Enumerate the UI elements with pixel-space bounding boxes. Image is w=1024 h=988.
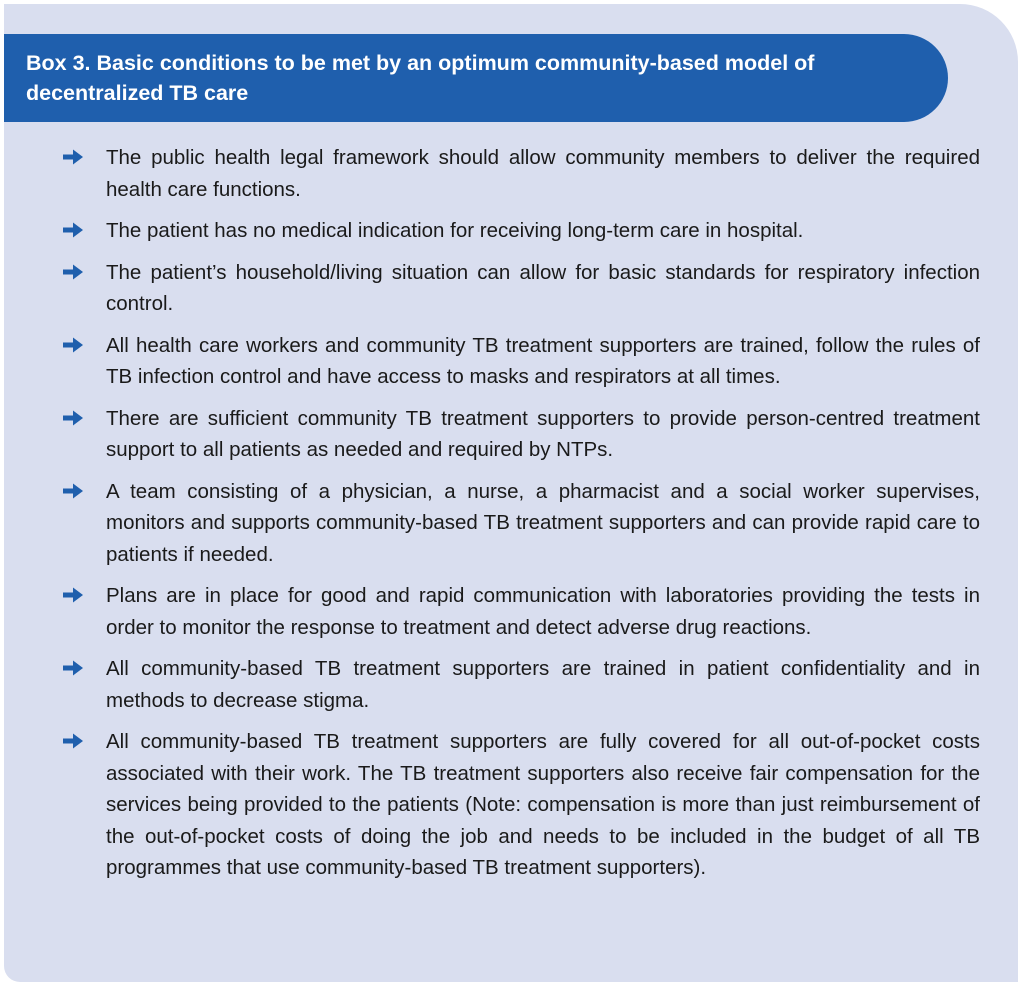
list-item — [62, 257, 980, 320]
list-item-text: All health care workers and community TB treatment supporters are trained, follow the rules of TB infection control and have access to masks and respirators at all times. — [106, 333, 980, 388]
arrow-right-icon — [62, 148, 84, 166]
list-item — [62, 726, 980, 884]
arrow-right-icon — [62, 586, 84, 604]
arrow-right-icon — [62, 659, 84, 677]
list-item — [62, 653, 980, 716]
list-item-text: The public health legal framework should allow community members to deliver the required health care functions. — [106, 146, 980, 201]
arrow-right-icon — [62, 221, 84, 239]
arrow-right-icon — [62, 482, 84, 500]
list-item — [62, 142, 980, 205]
list-item — [62, 215, 980, 247]
list-item — [62, 476, 980, 571]
list-item-text: The patient has no medical indication for receiving long-term care in hospital. — [106, 219, 804, 242]
list-item-text: All community-based TB treatment supporters are fully covered for all out-of-pocket costs associated with their work. The TB treatment supporters also receive fair compensation for the services being provided to the patients (Note: compensation is more than just reimbursement of the out-of-pocket costs of doing the job and needs to be included in the budget of all TB programmes that use community-based TB treatment supporters). — [106, 730, 980, 879]
list-item — [62, 580, 980, 643]
arrow-right-icon — [62, 263, 84, 281]
arrow-right-icon — [62, 732, 84, 750]
list-item-text: All community-based TB treatment supporters are trained in patient confidentiality and in methods to decrease stigma. — [106, 657, 980, 712]
list-item-text: Plans are in place for good and rapid communication with laboratories providing the tests in order to monitor the response to treatment and detect adverse drug reactions. — [106, 584, 980, 639]
list-item-text: The patient’s household/living situation can allow for basic standards for respiratory infection control. — [106, 260, 980, 315]
box-title-bar — [4, 34, 948, 122]
list-item — [62, 330, 980, 393]
list-item-text: A team consisting of a physician, a nurse, a pharmacist and a social worker supervises, monitors and supports community-based TB treatment supporters and can provide rapid care to patients if needed. — [106, 479, 980, 566]
box-title: Box 3. Basic conditions to be met by an optimum community-based model of decentralized TB care — [26, 51, 815, 105]
arrow-right-icon — [62, 409, 84, 427]
arrow-right-icon — [62, 336, 84, 354]
list-item — [62, 403, 980, 466]
list-item-text: There are sufficient community TB treatment supporters to provide person-centred treatment support to all patients as needed and required by NTPs. — [106, 406, 980, 461]
conditions-list — [62, 142, 980, 894]
